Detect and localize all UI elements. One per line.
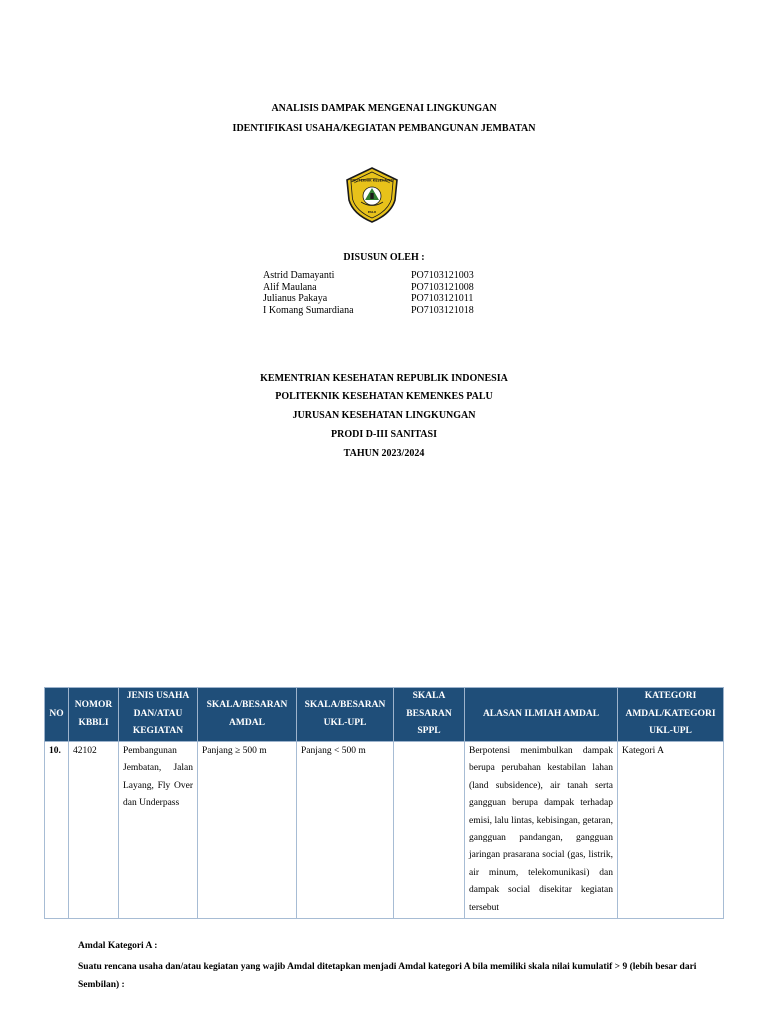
cell-sppl: [394, 742, 465, 919]
institution-ministry: KEMENTRIAN KESEHATAN REPUBLIK INDONESIA: [260, 373, 508, 384]
svg-text:POLITEKNIK KESEHATAN: POLITEKNIK KESEHATAN: [350, 178, 394, 183]
document-title: ANALISIS DAMPAK MENGENAI LINGKUNGAN: [271, 103, 497, 114]
table-row: [45, 742, 724, 919]
cell-kbbli: 42102: [69, 742, 119, 919]
header-ukl: SKALA/BESARAN UKL-UPL: [297, 688, 394, 742]
author-row: [263, 293, 474, 305]
author-name: I Komang Sumardiana: [263, 304, 354, 316]
cell-kategori: Kategori A: [618, 742, 724, 919]
author-name: Alif Maulana: [263, 281, 317, 293]
header-kbbli: NOMOR KBBLI: [69, 688, 119, 742]
author-row: [263, 282, 474, 294]
author-name: Astrid Damayanti: [263, 270, 335, 281]
header-no: NO: [45, 688, 69, 742]
author-nim: PO7103121003: [411, 270, 474, 281]
authors-heading: DISUSUN OLEH :: [343, 252, 425, 263]
amdal-table: [44, 687, 724, 919]
header-sppl: SKALA BESARAN SPPL: [394, 688, 465, 742]
table-header-row: [45, 688, 724, 742]
cell-alasan: Berpotensi menimbulkan dampak berupa perubahan kestabilan lahan (land subsidence), air tanah serta gangguan berupa dampak terhadap emisi, lalu lintas, kebisingan, getaran, gangguan pandangan, gangguan jaringan prasarana social (gas, listrik, air minum, telekomunikasi) dan dampak social disekitar kegiatan tersebut: [465, 742, 618, 919]
institution-year: TAHUN 2023/2024: [343, 448, 425, 459]
author-nim: PO7103121018: [411, 304, 474, 316]
author-nim: PO7103121008: [411, 281, 474, 293]
institution-program: PRODI D-III SANITASI: [331, 429, 437, 440]
institution-department: JURUSAN KESEHATAN LINGKUNGAN: [292, 410, 476, 421]
author-row: [263, 305, 474, 317]
institution-polytechnic: POLITEKNIK KESEHATAN KEMENKES PALU: [275, 391, 493, 402]
cell-no: 10.: [45, 742, 69, 919]
author-row: [263, 270, 474, 282]
notes-text: Suatu rencana usaha dan/atau kegiatan yang wajib Amdal ditetapkan menjadi Amdal kategori A bila memiliki skala nilai kumulatif > 9 (lebih besar dari Sembilan) :: [78, 961, 697, 990]
header-jenis: JENIS USAHA DAN/ATAU KEGIATAN: [119, 688, 198, 742]
header-kategori: KATEGORI AMDAL/KATEGORI UKL-UPL: [618, 688, 724, 742]
header-amdal: SKALA/BESARAN AMDAL: [198, 688, 297, 742]
cell-jenis: Pembangunan Jembatan, Jalan Layang, Fly Over dan Underpass: [119, 742, 198, 919]
notes-section: [78, 937, 698, 995]
cell-ukl: Panjang < 500 m: [297, 742, 394, 919]
document-subtitle: IDENTIFIKASI USAHA/KEGIATAN PEMBANGUNAN JEMBATAN: [232, 123, 536, 134]
authors-list: [263, 270, 474, 316]
emblem-icon: [343, 166, 401, 224]
institution-logo: [343, 166, 401, 224]
svg-text:PALU: PALU: [367, 210, 377, 214]
header-alasan: ALASAN ILMIAH AMDAL: [465, 688, 618, 742]
notes-heading: Amdal Kategori A :: [78, 941, 158, 951]
author-nim: PO7103121011: [411, 293, 474, 304]
cell-amdal: Panjang ≥ 500 m: [198, 742, 297, 919]
author-name: Julianus Pakaya: [263, 293, 328, 304]
